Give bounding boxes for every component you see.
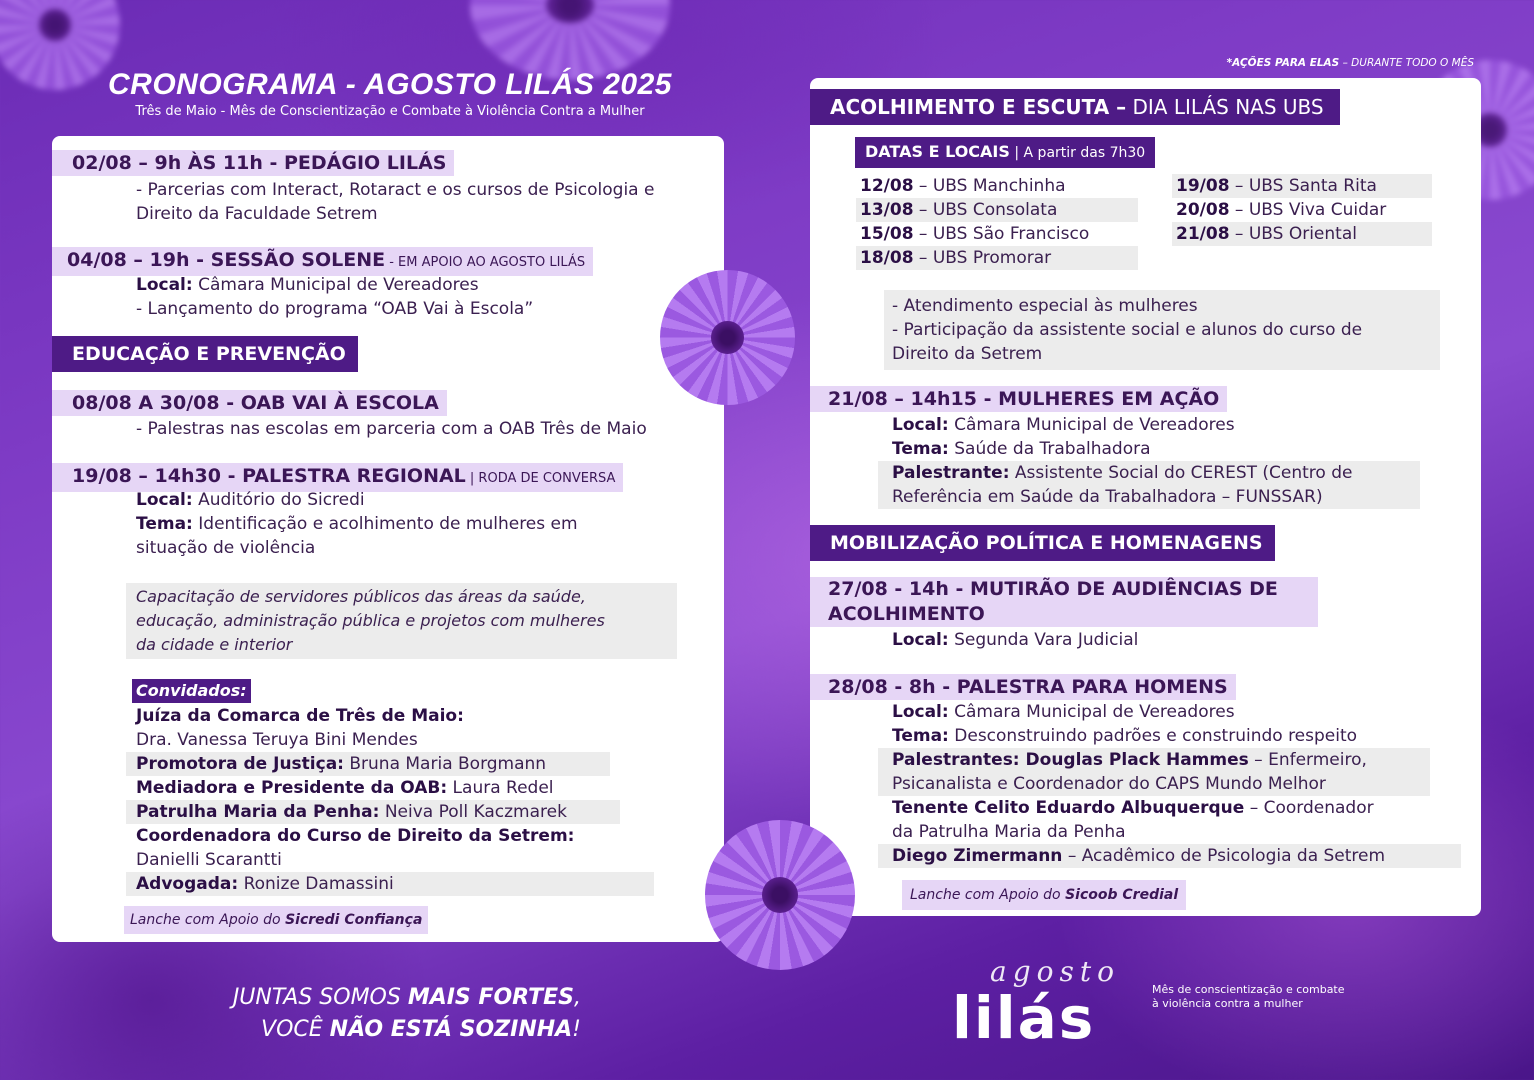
field-key: Tema: (892, 726, 949, 746)
field-value: Saúde da Trabalhadora (948, 439, 1151, 459)
datas-label-time: | A partir das 7h30 (1009, 145, 1146, 161)
event-line: - Lançamento do programa “OAB Vai à Escola” (136, 299, 534, 319)
guest-name: Dra. Vanessa Teruya Bini Mendes (136, 730, 418, 750)
guest-role: Coordenadora do Curso de Direito da Setrem: (136, 826, 575, 846)
event-line (136, 512, 578, 536)
field-key: Palestrante: (892, 463, 1010, 483)
top-note-rest: – DURANTE TODO O MÊS (1339, 57, 1474, 69)
lanche-note (124, 906, 428, 934)
guest-name: Bruna Maria Borgmann (343, 754, 547, 774)
note-line: Direito da Setrem (892, 344, 1043, 364)
ubs-item (1172, 174, 1432, 198)
ubs-date: 20/08 (1176, 200, 1230, 220)
field-value: Câmara Municipal de Vereadores (192, 275, 479, 295)
event-details (878, 700, 1461, 868)
event-line: - Parcerias com Interact, Rotaract e os cursos de Psicologia e (136, 180, 655, 200)
ubs-name: – UBS Santa Rita (1229, 176, 1377, 196)
agosto-lilas-logo (952, 955, 1120, 1052)
capacitacao-note (126, 583, 677, 659)
lanche-sponsor: Sicoob Credial (1065, 887, 1179, 903)
event-title: 08/08 A 30/08 - OAB VAI À ESCOLA (52, 390, 447, 416)
speaker-role: – Enfermeiro, (1248, 750, 1367, 770)
guest-role: Juíza da Comarca de Três de Maio: (136, 706, 464, 726)
event-title-line: 27/08 - 14h - MUTIRÃO DE AUDIÊNCIAS DE (828, 578, 1278, 600)
ubs-item (856, 198, 1138, 222)
tagline-line (196, 982, 581, 1014)
section-heading-text: ACOLHIMENTO E ESCUTA – (830, 95, 1127, 119)
field-key: Local: (892, 415, 949, 435)
event-details (136, 178, 654, 226)
field-key: Local: (136, 275, 193, 295)
top-note (1227, 57, 1474, 69)
tagline-text: VOCÊ (261, 1017, 330, 1042)
guest-role: Promotora de Justiça: (136, 754, 344, 774)
event-details (136, 488, 578, 560)
note-line: Capacitação de servidores públicos das áreas da saúde, (136, 587, 586, 606)
guest-item (126, 752, 610, 776)
guest-item (126, 824, 666, 848)
event-details (136, 273, 533, 321)
speaker-role: Psicanalista e Coordenador do CAPS Mundo Melhor (892, 774, 1326, 794)
page-title: CRONOGRAMA - AGOSTO LILÁS 2025 (108, 68, 672, 101)
guest-item (126, 776, 666, 800)
datas-locais-label (855, 137, 1155, 168)
section-heading: MOBILIZAÇÃO POLÍTICA E HOMENAGENS (810, 525, 1275, 561)
page-subtitle: Três de Maio - Mês de Conscientização e Combate à Violência Contra a Mulher (135, 104, 645, 119)
guest-name: Danielli Scarantti (136, 850, 282, 870)
event-tag: - EM APOIO AO AGOSTO LILÁS (385, 255, 586, 270)
tagline-bold: MAIS FORTES (407, 985, 574, 1010)
field-value: Assistente Social do CEREST (Centro de (1009, 463, 1353, 483)
lanche-text: Lanche com Apoio do (910, 887, 1066, 903)
event-line: situação de violência (136, 538, 316, 558)
logo-desc-line: à violência contra a mulher (1152, 997, 1303, 1010)
field-value: Auditório do Sicredi (192, 490, 365, 510)
field-key: Tema: (136, 514, 193, 534)
field-value: Identificação e acolhimento de mulheres em (192, 514, 578, 534)
event-line (878, 413, 1420, 437)
event-line (892, 628, 1138, 652)
convidados-label: Convidados: (132, 679, 251, 703)
guest-list (126, 704, 666, 896)
event-details (878, 413, 1420, 509)
ubs-name: – UBS Consolata (913, 200, 1058, 220)
speaker-item (878, 796, 1461, 844)
event-line (878, 461, 1420, 509)
field-key: Tema: (892, 439, 949, 459)
ubs-item (856, 222, 1138, 246)
event-line: Direito da Faculdade Setrem (136, 204, 378, 224)
event-line (878, 724, 1461, 748)
logo-script-text: agosto (990, 955, 1120, 988)
guest-name: Ronize Damassini (238, 874, 394, 894)
note-line: - Atendimento especial às mulheres (892, 296, 1198, 316)
right-card (810, 78, 1481, 916)
lanche-sponsor: Sicredi Confiança (285, 912, 423, 928)
field-key: Local: (892, 630, 949, 650)
event-title: 02/08 – 9h ÀS 11h - PEDÁGIO LILÁS (52, 150, 454, 176)
flower-decoration (660, 270, 795, 405)
ubs-name: – UBS Oriental (1229, 224, 1357, 244)
ubs-name: – UBS Viva Cuidar (1229, 200, 1387, 220)
field-value: Segunda Vara Judicial (948, 630, 1139, 650)
ubs-date: 13/08 (860, 200, 914, 220)
section-heading: EDUCAÇÃO E PREVENÇÃO (52, 336, 358, 372)
top-note-bold: *AÇÕES PARA ELAS (1226, 57, 1340, 69)
tagline-punct: , (574, 985, 581, 1010)
event-line (878, 437, 1420, 461)
event-line (136, 488, 578, 512)
tagline-line (196, 1014, 581, 1046)
guest-role: Patrulha Maria da Penha: (136, 802, 380, 822)
logo-main-text: lilás (952, 984, 1096, 1052)
ubs-date: 18/08 (860, 248, 914, 268)
event-title (52, 247, 593, 276)
event-line: - Palestras nas escolas em parceria com a OAB Três de Maio (136, 419, 647, 439)
field-key: Local: (136, 490, 193, 510)
speaker-role: da Patrulha Maria da Penha (892, 822, 1126, 842)
ubs-date: 19/08 (1176, 176, 1230, 196)
field-value: Câmara Municipal de Vereadores (948, 702, 1235, 722)
guest-item (126, 800, 620, 824)
page-header (60, 68, 720, 119)
note-line: educação, administração pública e projetos com mulheres (136, 611, 605, 630)
left-card (52, 136, 724, 942)
event-title: 28/08 - 8h - PALESTRA PARA HOMENS (810, 674, 1236, 700)
event-title-line: ACOLHIMENTO (828, 603, 985, 625)
field-value: Referência em Saúde da Trabalhadora – FUNSSAR) (892, 487, 1323, 507)
ubs-item (1172, 222, 1432, 246)
section-heading-sub: DIA LILÁS NAS UBS (1126, 95, 1324, 119)
speaker-name: Diego Zimermann (892, 846, 1063, 866)
event-title: 21/08 – 14h15 - MULHERES EM AÇÃO (810, 386, 1227, 412)
event-line (136, 273, 533, 297)
section-heading (810, 89, 1340, 125)
flower-decoration (705, 820, 855, 970)
guest-item (126, 704, 666, 728)
tagline (196, 982, 581, 1046)
ubs-name: – UBS São Francisco (913, 224, 1090, 244)
speaker-role: – Acadêmico de Psicologia da Setrem (1062, 846, 1386, 866)
speaker-item (878, 844, 1461, 868)
note-line: - Participação da assistente social e alunos do curso de (892, 320, 1363, 340)
field-value: Câmara Municipal de Vereadores (948, 415, 1235, 435)
tagline-bold: NÃO ESTÁ SOZINHA (329, 1017, 573, 1042)
speaker-role: – Coordenador (1244, 798, 1374, 818)
atendimento-note (884, 290, 1440, 370)
field-value: Desconstruindo padrões e construindo respeito (948, 726, 1358, 746)
guest-name: Laura Redel (447, 778, 554, 798)
field-key: Local: (892, 702, 949, 722)
ubs-list-col2 (1172, 174, 1432, 246)
ubs-date: 15/08 (860, 224, 914, 244)
ubs-item (856, 174, 1138, 198)
tagline-punct: ! (572, 1017, 581, 1042)
event-title-text: 19/08 – 14h30 - PALESTRA REGIONAL (72, 465, 466, 487)
event-title (810, 577, 1318, 627)
ubs-item (856, 246, 1138, 270)
guest-role: Mediadora e Presidente da OAB: (136, 778, 448, 798)
ubs-date: 21/08 (1176, 224, 1230, 244)
tagline-text: JUNTAS SOMOS (232, 985, 408, 1010)
speaker-name: Tenente Celito Eduardo Albuquerque (892, 798, 1245, 818)
note-line: da cidade e interior (136, 635, 293, 654)
event-tag: | RODA DE CONVERSA (465, 471, 616, 486)
guest-role: Advogada: (136, 874, 239, 894)
speaker-name: Palestrantes: Douglas Plack Hammes (892, 750, 1249, 770)
event-title-text: 04/08 – 19h - SESSÃO SOLENE (67, 249, 386, 271)
logo-desc-line: Mês de conscientização e combate (1152, 983, 1345, 996)
speaker-item (878, 748, 1430, 796)
ubs-list-col1 (856, 174, 1138, 270)
lanche-text: Lanche com Apoio do (130, 912, 286, 928)
ubs-name: – UBS Promorar (913, 248, 1052, 268)
ubs-date: 12/08 (860, 176, 914, 196)
event-line (878, 700, 1461, 724)
ubs-name: – UBS Manchinha (913, 176, 1066, 196)
lanche-note (902, 880, 1186, 910)
datas-label-bold: DATAS E LOCAIS (865, 142, 1010, 161)
guest-name: Neiva Poll Kaczmarek (379, 802, 567, 822)
logo-description (1152, 983, 1345, 1011)
guest-item (126, 872, 654, 896)
ubs-item (1172, 198, 1432, 222)
